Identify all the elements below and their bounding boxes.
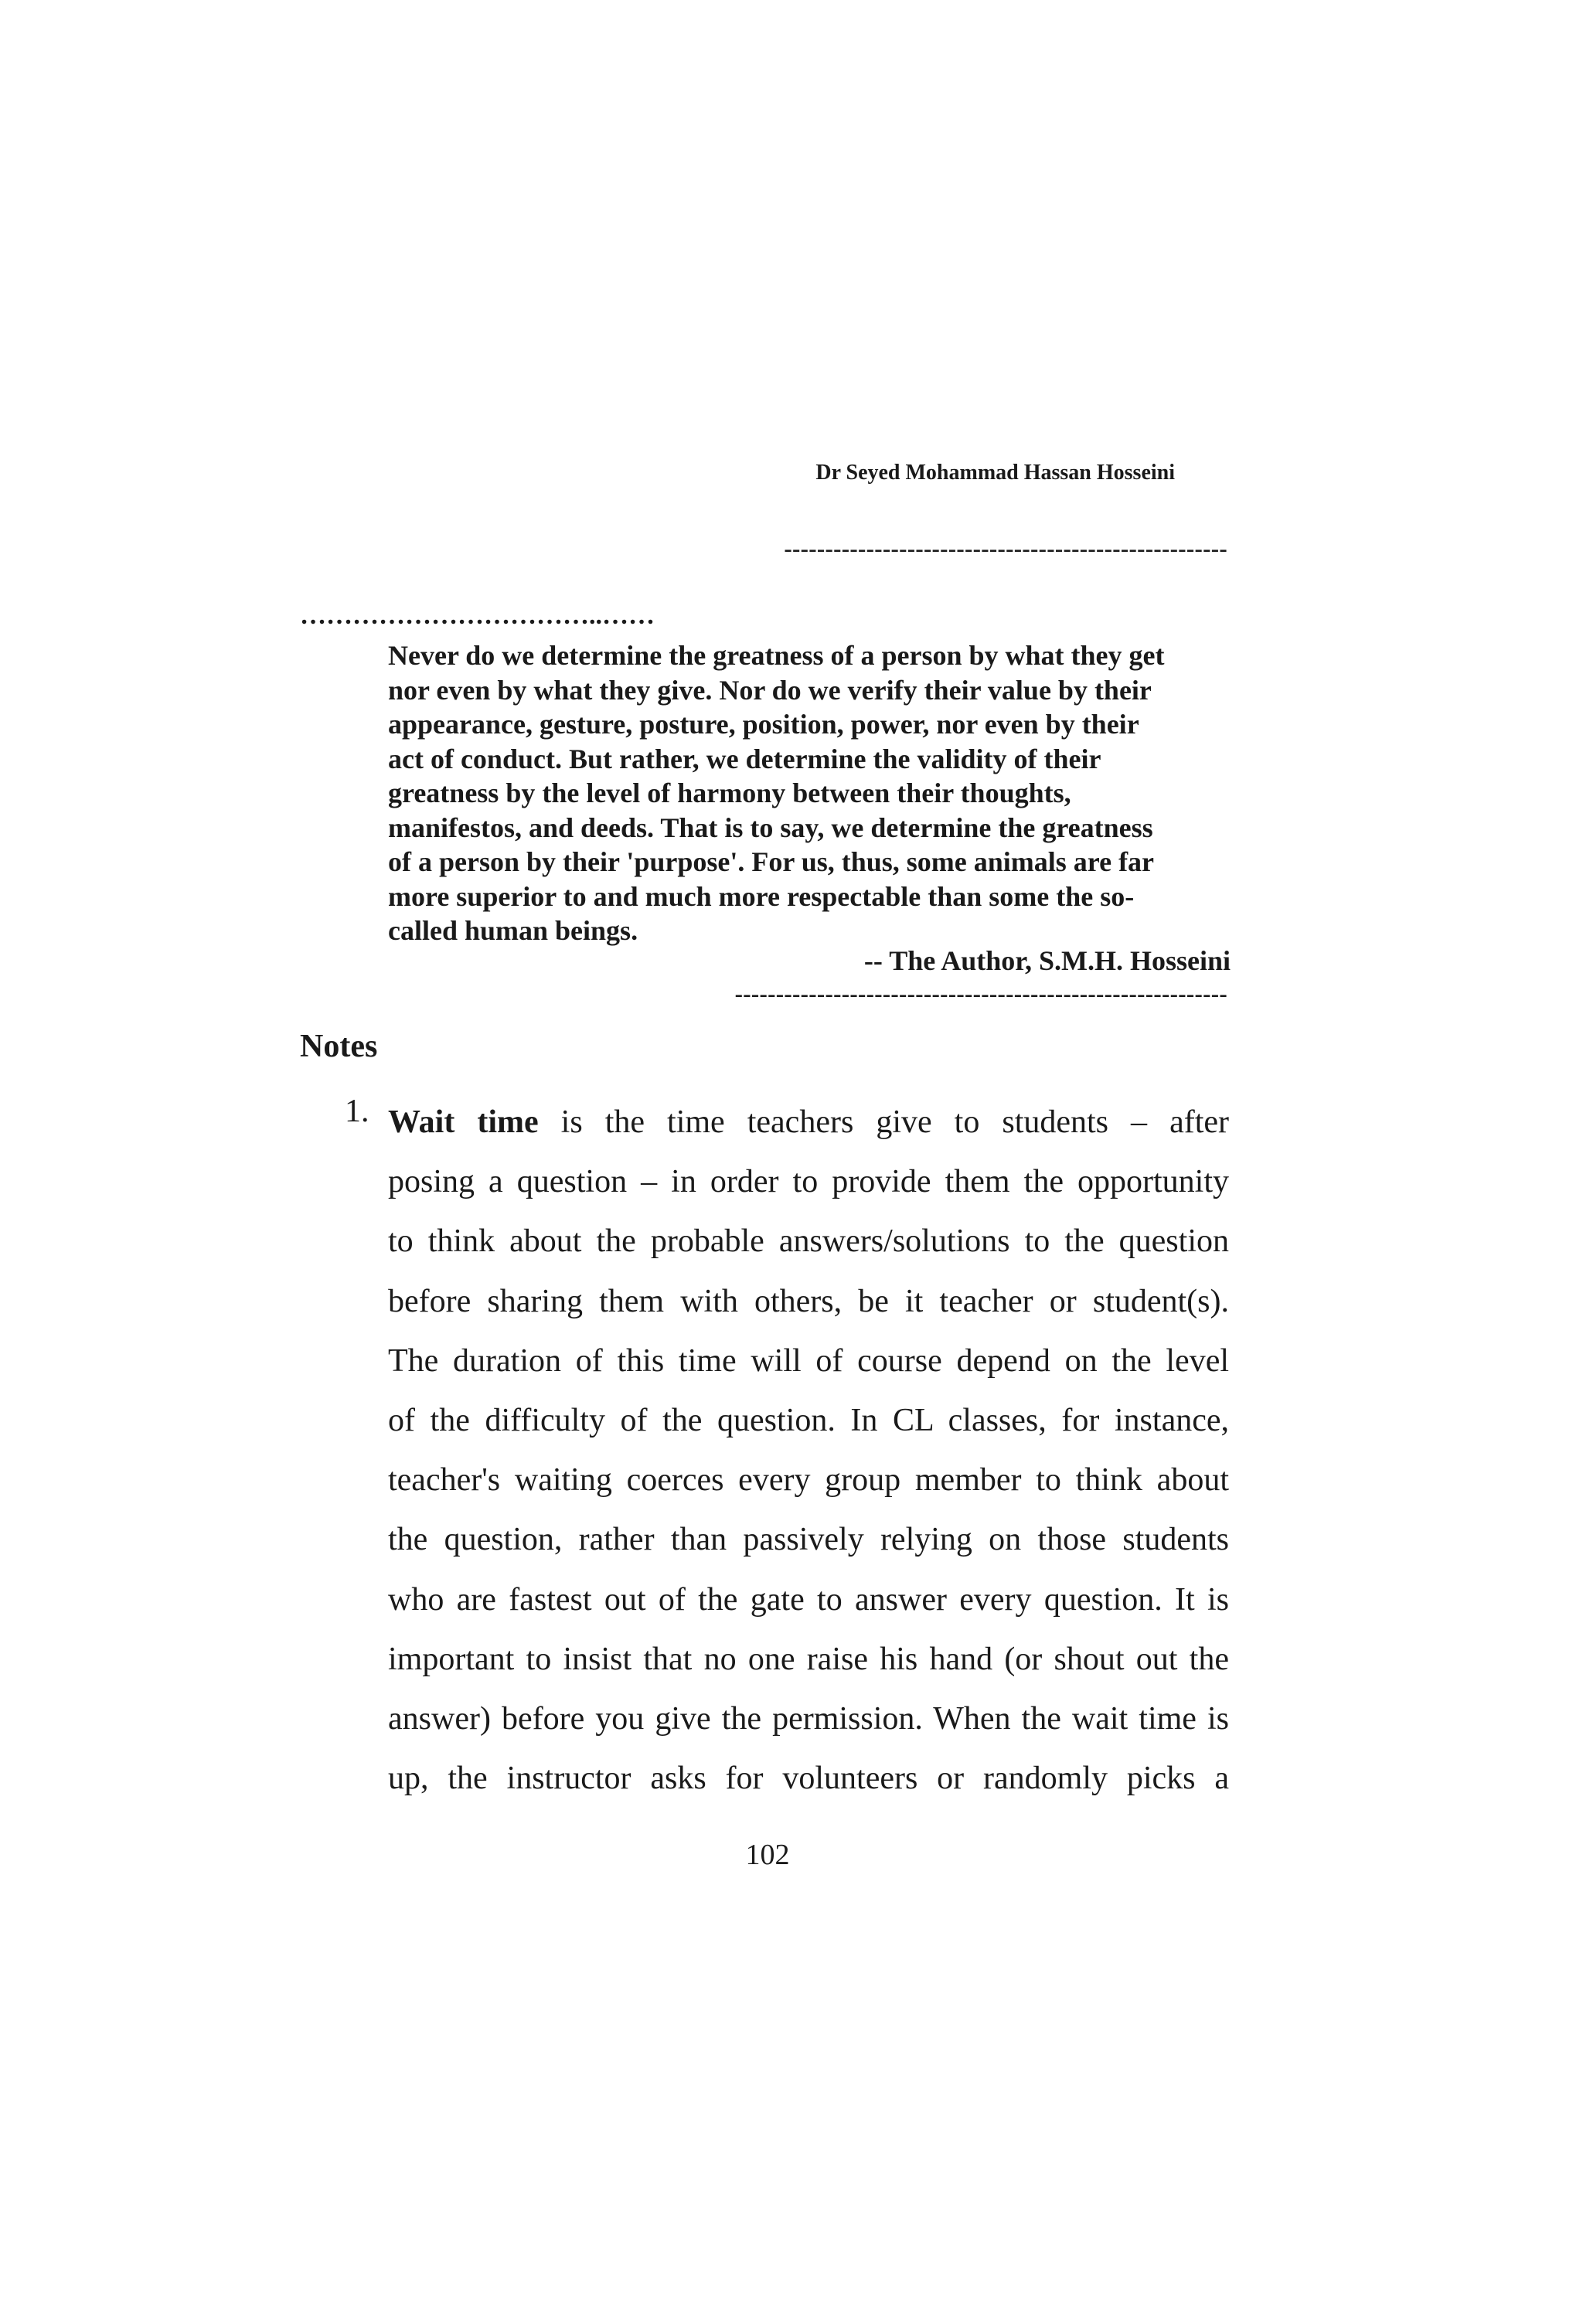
page-number: 102 [745,1839,790,1871]
note-line: who are fastest out of the gate to answer every question. It is [388,1581,1229,1618]
note-line [388,1093,1229,1152]
quote-line: nor even by what they give. Nor do we verify their value by their [388,674,1152,706]
note-line: before sharing them with others, be it teacher or student(s). [388,1283,1229,1319]
running-head: Dr Seyed Mohammad Hassan Hosseini [815,461,1175,485]
bottom-dashed-rule: ------------------------------------------------------------ [734,980,1227,1007]
note-line: to think about the probable answers/solutions to the question [388,1223,1229,1260]
top-dashed-rule: ------------------------------------------------------ [784,535,1227,562]
note-first-line-text: is the time teachers give to students – after [538,1104,1229,1140]
note-body [388,1093,1229,1809]
quote-line: Never do we determine the greatness of a person by what they get [388,640,1165,671]
note-line: teacher's waiting coerces every group member to think about [388,1462,1229,1499]
note-line: posing a question – in order to provide them the opportunity [388,1164,1229,1200]
dotted-leader: ……………………………..…… [300,601,655,630]
note-line: the question, rather than passively relying on those students [388,1522,1229,1558]
epigraph-quote [388,638,1234,948]
quote-line: of a person by their 'purpose'. For us, thus, some animals are far [388,846,1155,877]
quote-line: appearance, gesture, posture, position, power, nor even by their [388,709,1139,740]
note-term: Wait time [388,1104,539,1140]
quote-line: greatness by the level of harmony between their thoughts, [388,778,1071,808]
quote-line: act of conduct. But rather, we determine the validity of their [388,743,1101,774]
note-line: important to insist that no one raise his hand (or shout out the [388,1641,1229,1677]
note-line: answer) before you give the permission. When the wait time is [388,1700,1229,1737]
quote-line: called human beings. [388,915,638,946]
quote-line: manifestos, and deeds. That is to say, we determine the greatness [388,812,1153,843]
note-number: 1. [345,1094,369,1129]
note-line: up, the instructor asks for volunteers or randomly picks a [388,1761,1229,1797]
quote-line: more superior to and much more respectable than some the so- [388,880,1135,912]
quote-attribution: -- The Author, S.M.H. Hosseini [863,945,1231,976]
note-line: of the difficulty of the question. In CL classes, for instance, [388,1402,1229,1438]
note-line: The duration of this time will of course depend on the level [388,1342,1229,1379]
notes-heading: Notes [300,1029,378,1064]
